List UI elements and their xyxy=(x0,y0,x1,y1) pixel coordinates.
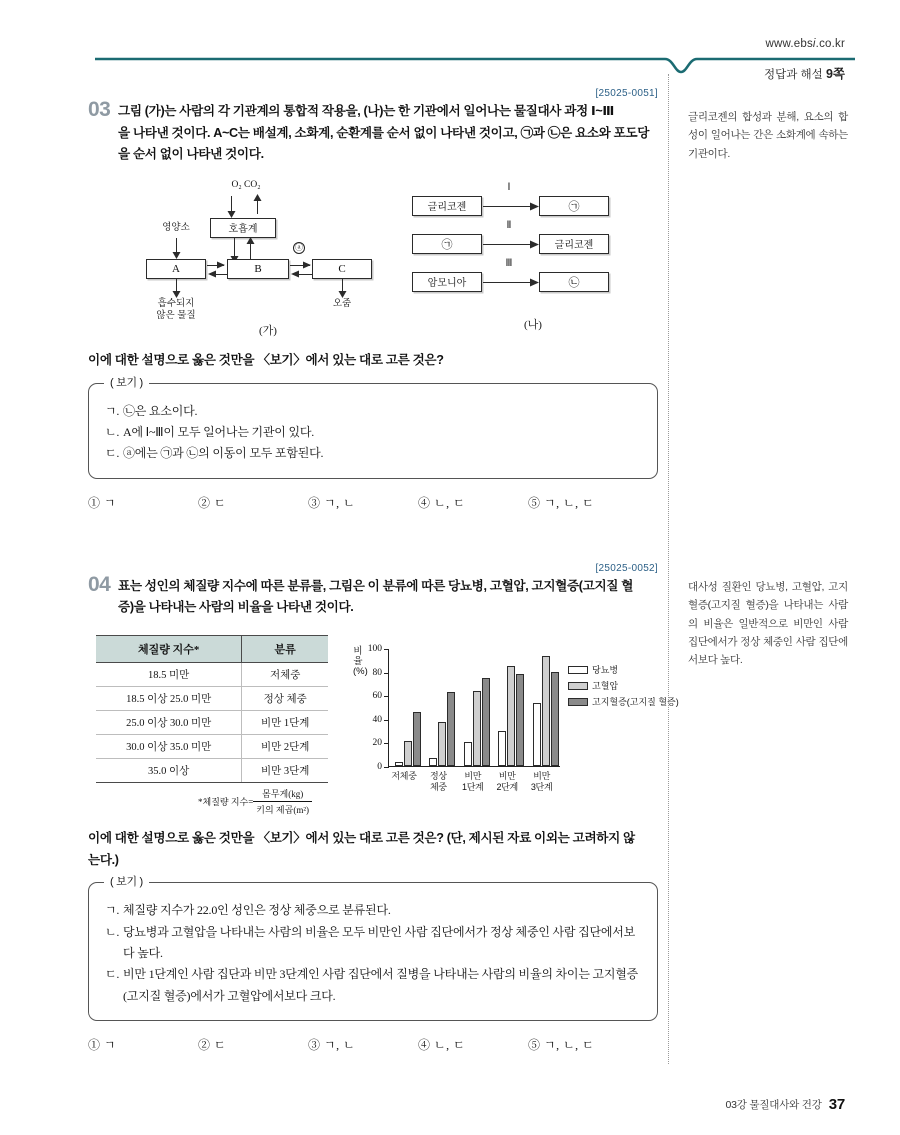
chart-bar-group xyxy=(533,656,559,766)
question-code-04: [25025-0052] xyxy=(595,562,658,574)
chart-legend-label: 고혈압 xyxy=(592,681,619,692)
chart-legend-label: 고지혈증(고지질 혈증) xyxy=(592,697,679,708)
bogi-item-mark: ㄱ. xyxy=(105,403,120,418)
bogi-item xyxy=(105,422,641,443)
chart-bar xyxy=(516,674,524,766)
bogi-wrap-03 xyxy=(88,376,658,479)
question-block-04 xyxy=(88,572,658,619)
y-axis-tick-label: 100 xyxy=(367,644,382,655)
header-rule-notch xyxy=(95,56,855,74)
arrow-resp-up-head xyxy=(246,237,255,244)
stem-line-1: 표는 성인의 체질량 지수에 따른 분류를, 그림은 이 분류에 따른 당뇨병, 고혈압, 고지혈증(고지질 혈 xyxy=(118,578,634,593)
box-respiratory-system: 호흡계 xyxy=(210,218,276,238)
page-header xyxy=(0,0,900,80)
bogi-tag-03: ( 보기 ) xyxy=(104,374,149,390)
arrow-o2-head xyxy=(227,211,236,218)
chart-legend-item xyxy=(568,663,679,676)
question-stem-04 xyxy=(118,576,658,619)
answer-choices-03 xyxy=(88,494,658,511)
chart-plot-area xyxy=(367,644,560,793)
chart-bar xyxy=(438,722,446,766)
answer-reference: 정답과 해설 9쪽 xyxy=(764,67,845,81)
y-axis-tick-label: 0 xyxy=(377,762,382,773)
choice-2[interactable]: ② ㄷ xyxy=(198,1038,227,1053)
chart-bar xyxy=(507,666,515,766)
y-axis-tick-label: 20 xyxy=(372,738,382,749)
figure-ga xyxy=(138,180,398,340)
na-row-0-left: 글리코젠 xyxy=(412,196,482,216)
chart-category-label: 비만 3단계 xyxy=(530,771,553,793)
na-row-0-arrow-shaft xyxy=(483,206,533,207)
bogi-box-04 xyxy=(88,882,658,1021)
chart-bar xyxy=(542,656,550,766)
cell-bmi-range: 18.5 미만 xyxy=(96,663,242,687)
chart-bar xyxy=(482,678,490,767)
bogi-item-text: ㉡은 요소이다. xyxy=(123,403,198,418)
chart-legend-swatch xyxy=(568,666,588,674)
y-axis-tick-label: 80 xyxy=(372,667,382,678)
chart-legend-item xyxy=(568,679,679,692)
choice-5[interactable]: ⑤ ㄱ, ㄴ, ㄷ xyxy=(528,495,595,510)
na-row-2-process: Ⅲ xyxy=(505,257,513,269)
question-lead-04 xyxy=(88,828,658,871)
table-row xyxy=(96,735,328,759)
arrow-nutrient-head xyxy=(172,252,181,259)
stem-line-3: 을 순서 없이 나타낸 것이다. xyxy=(118,147,264,162)
marker-a-circled: ⓐ xyxy=(295,242,303,252)
box-b: B xyxy=(227,259,289,279)
na-row-1-arrow-head xyxy=(530,240,539,249)
stem-line-2: 증)을 나타내는 사람의 비율을 나타낸 것이다. xyxy=(118,600,354,615)
na-row-0-arrow-head xyxy=(530,202,539,211)
chart-bar-group xyxy=(464,678,490,767)
disease-rate-bar-chart xyxy=(346,639,679,819)
figure-na xyxy=(408,181,658,338)
bogi-item-mark: ㄷ. xyxy=(105,446,120,461)
chart-bar-group xyxy=(429,692,455,766)
footer-chapter: 03강 물질대사와 건강 xyxy=(725,1099,822,1111)
stem-line-2: 을 나타낸 것이다. A~C는 배설계, 소화계, 순환계를 순서 없이 나타낸 것이고, ㉠과 ㉡은 요소와 포도당 xyxy=(118,125,650,140)
choice-3[interactable]: ③ ㄱ, ㄴ xyxy=(308,1038,356,1053)
na-row-2-arrow-head xyxy=(530,278,539,287)
y-axis-label-text: 비율 (%) xyxy=(353,646,368,677)
question-stem-03 xyxy=(118,101,658,166)
chart-legend-swatch xyxy=(568,698,588,706)
cell-bmi-range: 35.0 이상 xyxy=(96,759,242,783)
sidebar-note-1-text: 글리코젠의 합성과 분해, 요소의 합성이 일어나는 간은 소화계에 속하는 기관이다. xyxy=(688,111,848,160)
chart-category-label: 저체중 xyxy=(391,771,417,782)
chart-bar-group xyxy=(395,712,421,766)
data-row-q4 xyxy=(88,635,679,820)
answer-choices-04 xyxy=(88,1036,658,1053)
table-header-bmi: 체질량 지수* xyxy=(96,636,242,663)
sidebar-note-2-text: 대사성 질환인 당뇨병, 고혈압, 고지혈증(고지질 혈증)을 나타내는 사람의 비율은 일반적으로 비만인 사람 집단에서가 정상 체중인 사람 집단에서보다 높다. xyxy=(688,581,848,667)
bogi-item xyxy=(105,964,641,1007)
chart-bar xyxy=(404,741,412,766)
table-row xyxy=(96,759,328,783)
na-row-0-process: Ⅰ xyxy=(507,181,511,193)
choice-1[interactable]: ① ㄱ xyxy=(88,1038,117,1053)
sidebar-note-2 xyxy=(688,578,848,669)
lead-line-1: 이에 대한 설명으로 옳은 것만을 〈보기〉에서 있는 대로 고른 것은? (단, 제시된 자료 이외는 고려하지 않 xyxy=(88,831,635,846)
cell-bmi-range: 18.5 이상 25.0 미만 xyxy=(96,687,242,711)
chart-bar-group xyxy=(498,666,524,766)
chart-bar xyxy=(551,672,559,766)
choice-4[interactable]: ④ ㄴ, ㄷ xyxy=(418,1038,466,1053)
y-axis-tick xyxy=(384,743,389,744)
cell-classification: 정상 체중 xyxy=(242,687,328,711)
na-row-2-right: ㉡ xyxy=(539,272,609,292)
y-axis-tick xyxy=(384,649,389,650)
choice-1[interactable]: ① ㄱ xyxy=(88,495,117,510)
arrow-ab-top-head xyxy=(217,261,225,269)
chart-bar xyxy=(395,762,403,766)
cell-classification: 비만 1단계 xyxy=(242,711,328,735)
box-c: C xyxy=(312,259,372,279)
table-row xyxy=(96,687,328,711)
question-block-03 xyxy=(88,98,658,166)
na-row-1-right: 글리코젠 xyxy=(539,234,609,254)
arrow-bc-top-head xyxy=(303,261,311,269)
chart-legend-item xyxy=(568,695,679,708)
y-axis-tick-label: 60 xyxy=(372,691,382,702)
question-number-04: 04 xyxy=(88,572,111,596)
chart-bar xyxy=(429,758,437,766)
chart-y-axis-label xyxy=(346,647,370,677)
arrow-ba-bottom-head xyxy=(208,270,216,278)
y-axis-tick-label: 40 xyxy=(372,714,382,725)
na-row-1-left: ㉠ xyxy=(412,234,482,254)
bogi-item-text: A에 Ⅰ~Ⅲ이 모두 일어나는 기관이 있다. xyxy=(123,424,315,439)
bogi-box-03 xyxy=(88,383,658,479)
unabsorbed-label: 흡수되지 않은 물질 xyxy=(156,297,196,321)
footer-page-number: 37 xyxy=(828,1096,845,1113)
stem-line-1: 그림 (가)는 사람의 각 기관계의 통합적 작용을, (나)는 한 기관에서 일어나는 물질대사 과정 Ⅰ~Ⅲ xyxy=(118,104,614,118)
na-row-2-arrow-shaft xyxy=(483,282,533,283)
bmi-formula-denominator: 키의 제곱(m²) xyxy=(256,805,310,816)
chart-category-label: 정상 체중 xyxy=(429,771,447,793)
table-header-row xyxy=(96,636,328,663)
bogi-item-mark: ㄴ. xyxy=(105,924,120,939)
choice-2[interactable]: ② ㄷ xyxy=(198,495,227,510)
chart-bar xyxy=(498,731,506,766)
bogi-item xyxy=(105,401,641,422)
bogi-item-text: ⓐ에는 ㉠과 ㉡의 이동이 모두 포함된다. xyxy=(123,446,324,461)
question-lead-03: 이에 대한 설명으로 옳은 것만을 〈보기〉에서 있는 대로 고른 것은? xyxy=(88,352,444,367)
cell-bmi-range: 25.0 이상 30.0 미만 xyxy=(96,711,242,735)
chart-legend xyxy=(568,663,679,711)
bogi-tag-04: ( 보기 ) xyxy=(104,873,149,889)
table-header-class: 분류 xyxy=(242,636,328,663)
urine-label: 오줌 xyxy=(332,297,352,309)
box-a: A xyxy=(146,259,206,279)
y-axis-tick xyxy=(384,720,389,721)
nutrient-label: 영양소 xyxy=(162,221,190,233)
table-row xyxy=(96,711,328,735)
arrow-urine-head xyxy=(338,291,347,298)
bogi-item-text: 비만 1단계인 사람 집단과 비만 3단계인 사람 집단에서 질병을 나타내는 사람의 비율의 차이는 고지혈증(고지질 혈증)에서가 고혈압에서보다 크다. xyxy=(123,967,639,1003)
chart-bar xyxy=(533,703,541,766)
bogi-item xyxy=(105,443,641,464)
na-row-0-right: ㉠ xyxy=(539,196,609,216)
arrow-unabsorbed-head xyxy=(172,291,181,298)
question-code-03: [25025-0051] xyxy=(595,88,658,99)
choice-3[interactable]: ③ ㄱ, ㄴ xyxy=(308,495,356,510)
bogi-item-mark: ㄱ. xyxy=(105,903,120,918)
cell-bmi-range: 30.0 이상 35.0 미만 xyxy=(96,735,242,759)
bogi-item-text: 체질량 지수가 22.0인 성인은 정상 체중으로 분류된다. xyxy=(123,903,391,918)
y-axis-tick xyxy=(384,767,389,768)
choice-5[interactable]: ⑤ ㄱ, ㄴ, ㄷ xyxy=(528,1038,595,1053)
chart-bar xyxy=(464,742,472,766)
cell-classification: 저체중 xyxy=(242,663,328,687)
bmi-formula-numerator: 몸무게(kg) xyxy=(253,787,312,802)
choice-4[interactable]: ④ ㄴ, ㄷ xyxy=(418,495,466,510)
arrow-co2-head xyxy=(253,194,262,201)
site-url: www.ebsi.co.kr xyxy=(765,38,845,50)
bmi-formula-note xyxy=(198,787,312,816)
bogi-item-text: 당뇨병과 고혈압을 나타내는 사람의 비율은 모두 비만인 사람 집단에서가 정상 체중인 사람 집단에서보다 높다. xyxy=(123,924,636,961)
bmi-classification-table xyxy=(96,635,328,783)
arrow-cb-bottom-head xyxy=(291,270,299,278)
cell-classification: 비만 2단계 xyxy=(242,735,328,759)
chart-category-label: 비만 2단계 xyxy=(496,771,518,793)
chart-bar xyxy=(473,691,481,767)
chart-category-label: 비만 1단계 xyxy=(462,771,484,793)
bmi-formula-fraction xyxy=(253,787,312,816)
figures-row-q3 xyxy=(88,180,658,340)
figure-ga-caption: (가) xyxy=(259,324,277,337)
bogi-item-mark: ㄷ. xyxy=(105,967,120,982)
gas-label: O₂ CO₂ xyxy=(231,179,261,190)
na-row-1-arrow-shaft xyxy=(483,244,533,245)
lead-line-2: 는다.) xyxy=(88,852,119,867)
bogi-item xyxy=(105,922,641,965)
page-footer xyxy=(725,1096,845,1113)
chart-legend-swatch xyxy=(568,682,588,690)
na-row-2-left: 암모니아 xyxy=(412,272,482,292)
figure-na-caption: (나) xyxy=(524,318,542,331)
table-row xyxy=(96,663,328,687)
chart-bar xyxy=(413,712,421,766)
y-axis-tick xyxy=(384,673,389,674)
na-row-1-process: Ⅱ xyxy=(506,219,512,231)
bogi-item xyxy=(105,900,641,921)
y-axis-tick xyxy=(384,696,389,697)
bmi-note-prefix: *체질량 지수= xyxy=(198,797,254,808)
chart-bar xyxy=(447,692,455,766)
column-divider xyxy=(668,74,669,1064)
bogi-item-mark: ㄴ. xyxy=(105,424,120,439)
chart-legend-label: 당뇨병 xyxy=(592,665,619,676)
main-content-column xyxy=(88,88,679,1053)
bogi-wrap-04 xyxy=(88,876,658,1021)
sidebar-note-1 xyxy=(688,108,848,163)
question-number-03: 03 xyxy=(88,98,111,121)
cell-classification: 비만 3단계 xyxy=(242,759,328,783)
